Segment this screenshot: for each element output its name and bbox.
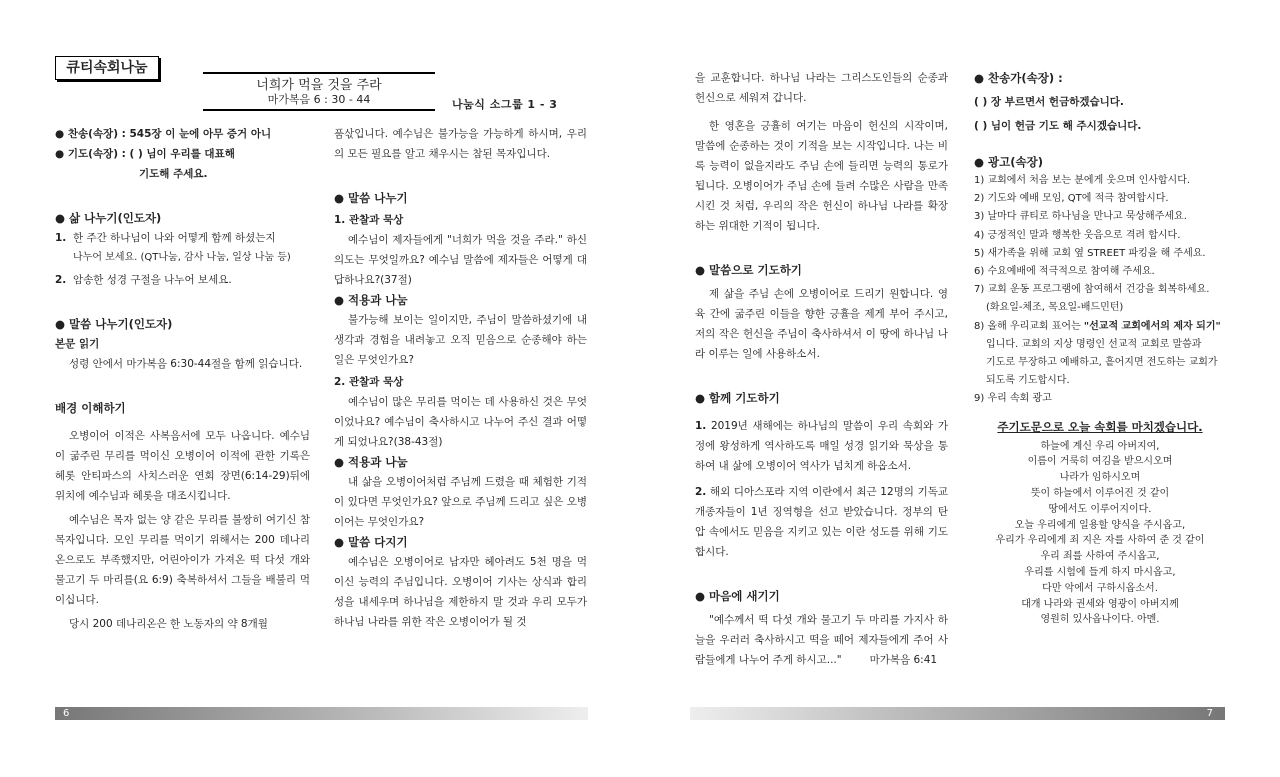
conclusion-text: 예수님은 오병이어로 남자만 헤아려도 5천 명을 먹이신 능력의 주님입니다. 오병이어 기사는 상식과 합리성을 내세우며 하나님을 제한하지 말 것과 우리 모두가 하나님 나라를 위한 작은 오병이어가 될 것 [334, 556, 587, 628]
life-item-1-cont: 나누어 보세요. (QT나눔, 감사 나눔, 일상 나눔 등) [73, 252, 291, 263]
announcement-item: 5) 새가족을 위해 교회 옆 STREET 파킹을 해 주세요. [974, 247, 1206, 259]
text-reading-heading: 본문 읽기 [55, 338, 100, 350]
background-paragraph-2: 예수님은 목자 없는 양 같은 무리를 불쌍히 여기신 참목자입니다. 모인 무리를 먹이기 위해서는 200 데나리온으로도 부족했지만, 어린아이가 가져온 떡 다섯 개와 물고기 두 마리를(요 6:9) 축복하셔서 그들을 배불리 먹이십니다. [55, 514, 310, 606]
announcement-item: 3) 날마다 큐티로 하나님을 만나고 묵상해주세요. [974, 211, 1187, 223]
column-3 [695, 68, 948, 670]
prayer-line: 다만 악에서 구하시옵소서. [1042, 582, 1158, 594]
announcement-item: 2) 기도와 예배 모임, QT에 적극 참여합시다. [974, 193, 1169, 205]
life-item-2 [55, 270, 310, 290]
offering-prayer-line: ( ) 님이 헌금 기도 해 주시겠습니다. [974, 120, 1142, 132]
reflection-paragraph: 한 영혼을 긍휼히 여기는 마음이 헌신의 시작이며, 말씀에 순종하는 것이 기적을 보는 시작입니다. 나는 비록 능력이 없을지라도 주님 손에 들리면 능력의 통로가 됩니다. 오병이어가 주님 손에 들려 수많은 사람을 만족시킨 것 처럼, 우리의 작은 헌신이 하나님 나라를 확장하는 위대한 기적이 됩니다. [695, 120, 948, 232]
prayer-line: 우리를 시험에 들게 하지 마시옵고, [1024, 567, 1176, 579]
item-text: 해외 디아스포라 지역 이란에서 최근 12명의 기독교 개종자들이 1년 징역형을 선고 받았습니다. 정부의 탄압 속에서도 믿음을 지키고 있는 이란 성도를 위해 기도합시다. [695, 486, 948, 558]
offering-hymn-line: ( ) 장 부르면서 헌금하겠습니다. [974, 96, 1124, 108]
column-1 [55, 124, 310, 634]
scripture-reference: 마가복음 6 : 30 - 44 [267, 93, 371, 106]
prayer-line: 우리가 우리에게 죄 지은 자를 사하여 준 것 같이 [995, 535, 1205, 547]
prayer-item-1 [695, 416, 948, 476]
question-2-heading: 2. 관찰과 묵상 [334, 376, 404, 388]
announcement-item: 입니다. 교회의 지상 명령인 선교적 교회로 말씀과 [986, 338, 1202, 350]
prayer-line: 대개 나라와 권세와 영광이 아버지께 [1021, 598, 1179, 610]
title-block [203, 72, 435, 111]
memory-verse-ref: 마가복음 6:41 [869, 654, 938, 666]
life-item-1 [55, 228, 310, 248]
hymn-line: ● 찬송(속장) : 545장 이 눈에 아무 증거 아니 [55, 128, 272, 140]
item-text: 2019년 새해에는 하나님의 말씀이 우리 속회와 가정에 왕성하게 역사하도록 매일 성경 읽기와 묵상을 통하여 내 삶에 오병이어 역사가 넘치게 하옵소서. [695, 420, 948, 472]
lords-prayer [974, 439, 1226, 629]
announcement-item: (화요일-체조, 목요일-배드민턴) [986, 302, 1124, 314]
announcement-item: 1) 교회에서 처음 보는 분에게 웃으며 인사합시다. [974, 175, 1191, 186]
memory-verse [695, 610, 948, 670]
item-text: 암송한 성경 구절을 나누어 보세요. [73, 274, 232, 286]
continued-text: 을 교훈합니다. 하나님 나라는 그리스도인들의 순종과 헌신으로 세워져 갑니다. [695, 72, 948, 104]
background-paragraph-1: 오병이어 이적은 사복음서에 모두 나옵니다. 예수님이 굶주린 무리를 먹이신 오병이어 이적에 관한 기록은 헤롯 안티파스의 사치스러운 연회 장면(6:14-29)뒤에 위치에 예수님과 헤롯을 대조시킵니다. [55, 430, 310, 502]
announcement-item: 되도록 기도합시다. [986, 375, 1070, 387]
item-text: 한 주간 하나님이 나와 어떻게 함께 하셨는지 [73, 232, 276, 244]
title-rule-top [203, 72, 435, 74]
announcement-item: 6) 수요예배에 적극적으로 참여해 주세요. [974, 266, 1155, 278]
text-reading-body: 성령 안에서 마가복음 6:30-44절을 함께 읽습니다. [69, 358, 303, 370]
apply-1-heading: ● 적용과 나눔 [334, 293, 408, 307]
announcement-item: 9) 우리 속회 광고 [974, 393, 1052, 405]
page-title: 너희가 먹을 것을 주라 [256, 78, 382, 93]
word-sharing-heading: ● 말씀 나누기(인도자) [55, 317, 173, 331]
life-sharing-heading: ● 삶 나누기(인도자) [55, 211, 162, 225]
question-1-heading: 1. 관찰과 묵상 [334, 214, 404, 226]
item-number: 1. [695, 420, 707, 432]
title-rule-bottom [203, 109, 435, 111]
question-2-text: 예수님이 많은 무리를 먹이는 데 사용하신 것은 무엇이었나요? 예수님이 축사하시고 나누어 주신 결과 어떻게 되었나요?(38-43절) [334, 396, 587, 448]
page-number-right: 7 [1206, 708, 1213, 719]
section-tag: 큐티속회나눔 [55, 56, 159, 80]
page-number-left: 6 [63, 708, 70, 719]
announcement-item: 기도로 무장하고 예배하고, 흩어지면 전도하는 교회가 [986, 357, 1218, 369]
apply-1-text: 불가능해 보이는 일이지만, 주님이 말씀하셨기에 내 생각과 경험을 내려놓고 오직 믿음으로 순종해야 하는 일은 무엇인가요? [334, 314, 587, 366]
church-motto: "선교적 교회에서의 제자 되기" [1083, 320, 1221, 332]
prayer-line-2: 기도해 주세요. [139, 168, 208, 180]
closing-heading: 주기도문으로 오늘 속회를 마치겠습니다. [997, 419, 1203, 434]
pray-together-heading: ● 함께 기도하기 [695, 391, 780, 405]
column-2 [334, 124, 587, 632]
item-number: 1. [55, 232, 67, 244]
background-paragraph-3: 당시 200 데나리온은 한 노동자의 약 8개월 [69, 618, 268, 630]
announcements-list [974, 172, 1226, 409]
background-heading: 배경 이해하기 [55, 401, 126, 415]
motto-intro: 8) 올해 우리교회 표어는 [974, 320, 1084, 332]
offering-hymn-heading: ● 찬송가(속장) : [974, 71, 1063, 85]
memory-verse-text: "예수께서 떡 다섯 개와 물고기 두 마리를 가지사 하늘을 우러러 축사하시고 떡을 떼어 제자들에게 주어 사람들에게 나누어 주게 하시고..." [695, 614, 948, 666]
column-4 [974, 68, 1226, 628]
apply-2-text: 내 삶을 오병이어처럼 주님께 드렸을 때 체험한 기적이 있다면 무엇인가요? 앞으로 주님께 드리고 싶은 오병이어는 무엇인가요? [334, 476, 587, 528]
prayer-line: 영원히 있사옵나이다. 아멘. [1040, 614, 1160, 626]
apply-2-heading: ● 적용과 나눔 [334, 455, 408, 469]
prayer-line: 이름이 거룩히 여김을 받으시오며 [1027, 456, 1173, 468]
announcement-item: 4) 긍정적인 말과 행복한 웃음으로 격려 합시다. [974, 229, 1181, 241]
footer-bar-right [690, 707, 1225, 720]
prayer-line: ● 기도(속장) : ( ) 님이 우리를 대표해 [55, 148, 235, 160]
announcements-heading: ● 광고(속장) [974, 155, 1043, 169]
prayer-line: 하늘에 계신 우리 아버지여, [1040, 440, 1160, 452]
announcement-item-8 [974, 318, 1226, 336]
word-prayer-text: 제 삶을 주님 손에 오병이어로 드리기 원합니다. 영육 간에 굶주린 이들을 향한 긍휼을 제게 부어 주시고, 저의 작은 헌신을 주님이 축사하셔서 이 땅에 하나님 나라 이루는 일에 사용하소서. [695, 288, 948, 360]
conclusion-heading: ● 말씀 다지기 [334, 535, 408, 549]
memorize-heading: ● 마음에 새기기 [695, 589, 780, 603]
prayer-line: 나라가 임하시오며 [1059, 472, 1141, 484]
word-prayer-heading: ● 말씀으로 기도하기 [695, 263, 802, 277]
continued-text: 품삯입니다. 예수님은 불가능을 가능하게 하시며, 우리의 모든 필요를 알고 채우시는 참된 목자입니다. [334, 128, 587, 160]
prayer-line: 우리 죄를 사하여 주시옵고, [1040, 551, 1160, 563]
prayer-line: 땅에서도 이루어지이다. [1048, 503, 1152, 515]
footer-bar-left [55, 707, 588, 720]
prayer-line: 뜻이 하늘에서 이루어진 것 같이 [1030, 488, 1170, 500]
prayer-line: 오늘 우리에게 일용할 양식을 주시옵고, [1014, 519, 1186, 531]
group-label: 나눔식 소그룹 1 - 3 [452, 98, 558, 111]
question-1-text: 예수님이 제자들에게 "너희가 먹을 것을 주라." 하신 의도는 무엇일까요? 예수님 말씀에 제자들은 어떻게 대답하나요?(37절) [334, 234, 587, 286]
item-number: 2. [55, 274, 67, 286]
item-number: 2. [695, 486, 707, 498]
share-heading: ● 말씀 나누기 [334, 191, 408, 205]
prayer-item-2 [695, 482, 948, 562]
announcement-item: 7) 교회 운동 프로그램에 참여해서 건강을 회복하세요. [974, 284, 1210, 296]
